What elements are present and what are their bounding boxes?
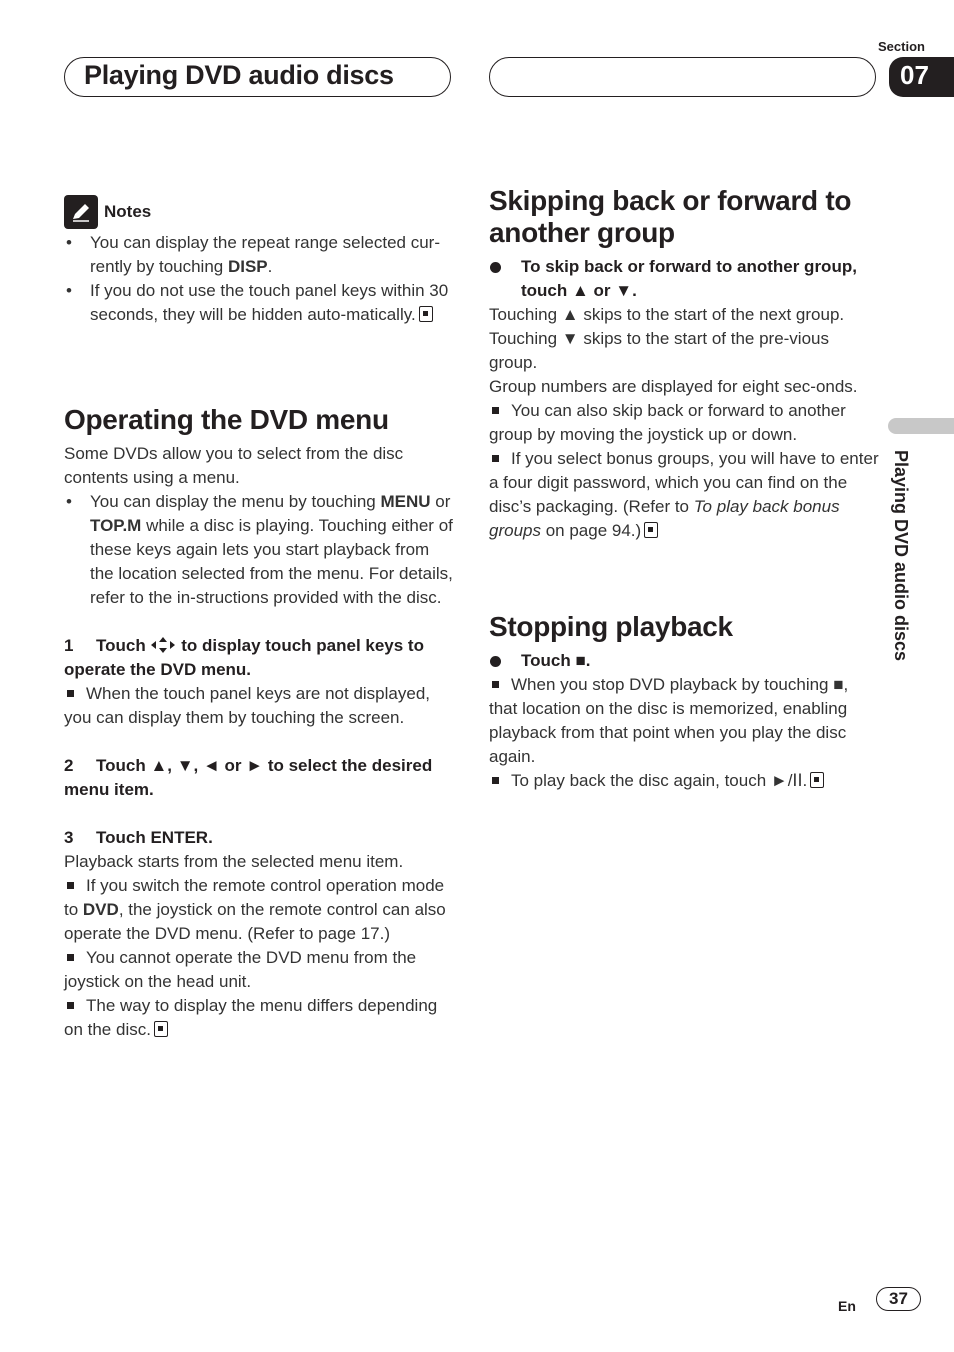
page-number: 37 bbox=[876, 1287, 921, 1311]
note-item: • You can display the repeat range selected cur-rently by touching DISP. bbox=[64, 231, 456, 279]
notes-label: Notes bbox=[104, 202, 152, 221]
operating-note: If you switch the remote control operation mode to DVD, the joystick on the remote control can also operate the DVD menu. (Refer to page 17.) bbox=[64, 876, 446, 943]
joystick-arrows-icon bbox=[150, 636, 181, 655]
footer-language: En bbox=[838, 1298, 856, 1314]
stop-note: To play back the disc again, touch ►/ⅠⅠ. bbox=[489, 769, 881, 793]
heading-stopping-playback: Stopping playback bbox=[489, 611, 733, 642]
right-column bbox=[489, 185, 881, 793]
end-mark-icon bbox=[810, 772, 824, 788]
end-mark-icon bbox=[644, 522, 658, 538]
step-2: 2 Touch ▲, ▼, ◄ or ► to select the desired menu item. bbox=[64, 756, 433, 799]
step-1: 1 Touch to display touch panel keys to operate the DVD menu. bbox=[64, 636, 424, 679]
skip-body: Group numbers are displayed for eight sec-onds. bbox=[489, 377, 858, 396]
operating-note: The way to display the menu differs depending on the disc. bbox=[64, 996, 438, 1039]
pencil-note-icon bbox=[64, 195, 98, 229]
operating-intro: Some DVDs allow you to select from the disc contents using a menu. bbox=[64, 444, 404, 487]
step-1-note: When the touch panel keys are not displayed, you can display them by touching the screen. bbox=[64, 684, 430, 727]
side-chapter-label: Playing DVD audio discs bbox=[891, 450, 911, 662]
note-item: • If you do not use the touch panel keys within 30 seconds, they will be hidden auto-matically. bbox=[64, 279, 456, 327]
end-mark-icon bbox=[154, 1021, 168, 1037]
skip-note: If you select bonus groups, you will have to enter a four digit password, which you can find on the disc’s packaging. (Refer to To play back bonus groups on page 94.) bbox=[489, 449, 879, 540]
heading-operating-dvd-menu: Operating the DVD menu bbox=[64, 404, 389, 435]
header-blank-frame bbox=[489, 57, 876, 97]
operating-note: You cannot operate the DVD menu from the joystick on the head unit. bbox=[64, 948, 417, 991]
stop-step: Touch ■. bbox=[489, 649, 881, 673]
stop-note: When you stop DVD playback by touching ■, that location on the disc is memorized, enabling playback from that point when you play the disc again. bbox=[489, 675, 849, 766]
step-3-body: Playback starts from the selected menu item. bbox=[64, 852, 404, 871]
operating-bullet: • You can display the menu by touching MENU or TOP.M while a disc is playing. Touching either of these keys again lets you start playback from the location selected from the menu. For details, refer to the in-structions provided with the disc. bbox=[64, 490, 456, 610]
section-number: 07 bbox=[900, 60, 929, 90]
end-mark-icon bbox=[419, 306, 433, 322]
left-column bbox=[64, 195, 456, 1042]
skip-step: To skip back or forward to another group, touch ▲ or ▼. bbox=[489, 255, 881, 303]
page-title: Playing DVD audio discs bbox=[84, 60, 394, 90]
section-label: Section bbox=[878, 39, 925, 54]
side-tab-marker bbox=[888, 418, 954, 434]
step-3: 3 Touch ENTER. bbox=[64, 828, 213, 847]
heading-skipping-groups: Skipping back or forward to another group bbox=[489, 185, 852, 248]
notes-header bbox=[64, 195, 456, 229]
skip-note: You can also skip back or forward to another group by moving the joystick up or down. bbox=[489, 401, 846, 444]
skip-body: Touching ▲ skips to the start of the next group. Touching ▼ skips to the start of the pre-vious group. bbox=[489, 305, 845, 372]
